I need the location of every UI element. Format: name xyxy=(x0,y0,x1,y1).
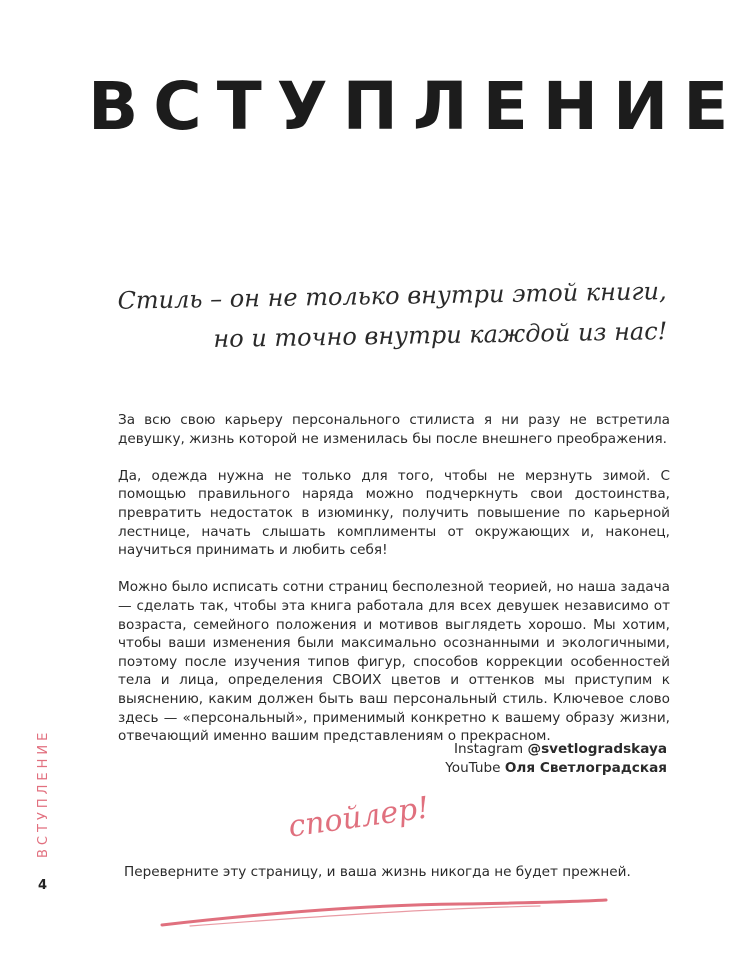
closing-line: Переверните эту страницу, и ваша жизнь никогда не будет прежней. xyxy=(124,864,631,880)
paragraph-2: Да, одежда нужна не только для того, чтобы не мерзнуть зимой. С помощью правильного наряда можно подчеркнуть свои достоинства, превратить недостаток в изюминку, получить повышение по карьерной лестнице, начать слышать комплименты от окружающих и, наконец, научиться принимать и любить себя! xyxy=(118,467,670,559)
instagram-handle: @svetlogradskaya xyxy=(527,741,667,757)
youtube-line xyxy=(445,759,667,778)
paragraph-3: Можно было исписать сотни страниц бесполезной теорией, но наша задача — сделать так, чтобы эта книга работала для всех девушек независимо от возраста, семейного положения и мотивов выглядеть хорошо. Мы хотим, чтобы ваши изменения были максимально осознанными и экологичными, поэтому после изучения типов фигур, способов коррекции особенностей тела и лица, определения СВОИХ цветов и оттенков мы приступим к выяснению, каким должен быть ваш персональный стиль. Ключевое слово здесь — «персональный», применимый конкретно к вашему образу жизни, отвечающий именно вашим представлениям о прекрасном. xyxy=(118,579,670,745)
instagram-label: Instagram xyxy=(453,741,524,757)
brush-underline-decoration xyxy=(160,895,610,935)
paragraph-1: За всю свою карьеру персонального стилиста я ни разу не встретила девушку, жизнь которой не изменилась бы после внешнего преображения. xyxy=(118,412,670,447)
quote-line-2: но и точно внутри каждой из нас! xyxy=(213,317,668,354)
body-text xyxy=(118,411,670,764)
youtube-name: Оля Светлоградская xyxy=(504,760,667,776)
section-side-label: ВСТУПЛЕНИЕ xyxy=(36,728,51,858)
page-number: 4 xyxy=(38,878,48,893)
handwritten-quote xyxy=(106,271,667,361)
spoiler-handwriting: спойлер! xyxy=(286,790,432,845)
youtube-label: YouTube xyxy=(445,760,501,776)
quote-line-1: Стиль – он не только внутри этой книги, xyxy=(117,277,667,315)
page-title: ВСТУПЛЕНИЕ xyxy=(88,68,744,145)
instagram-line xyxy=(445,740,667,759)
author-contacts xyxy=(445,740,667,778)
